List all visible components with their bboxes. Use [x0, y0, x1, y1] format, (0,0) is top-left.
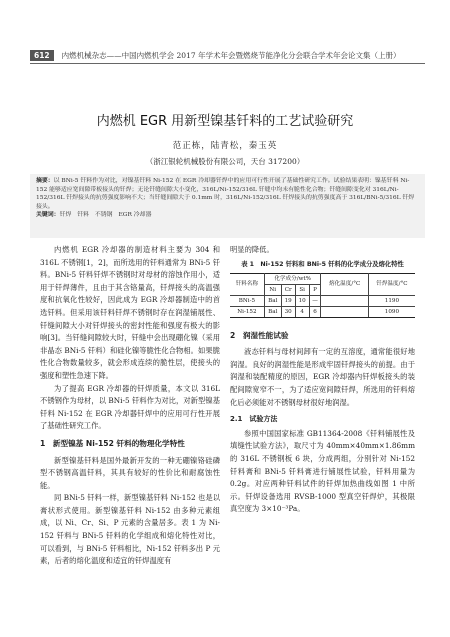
- right-column: [230, 244, 415, 516]
- article-affiliation: （浙江银轮机械股份有限公司，天台 317200）: [145, 157, 305, 166]
- table-row: [230, 295, 415, 306]
- left-column: [40, 244, 220, 568]
- table-cell: 1190: [368, 295, 415, 306]
- table-cell: 10: [295, 295, 309, 306]
- abstract: [36, 177, 419, 211]
- table-cell: —: [309, 295, 321, 306]
- table-cell: [321, 306, 368, 317]
- table-header: Si: [295, 284, 309, 295]
- header-rule: [30, 63, 425, 64]
- table-cell: BNi-5: [230, 295, 264, 306]
- table-header: 钎焊温度/°C: [368, 273, 415, 295]
- keywords-text: 钎焊 钎料 不锈钢 EGR 冷却器: [59, 212, 152, 219]
- section-heading: 2 润湿性能试验: [230, 330, 289, 340]
- paragraph: 内燃机 EGR 冷却器的制造材料主要为 304 和 316L 不锈钢[1，2]，而所选用的钎料通常为 BNi-5 钎料。BNi-5 钎料钎焊不锈钢时对母材的溶蚀作用小，适用于钎焊薄件，且由于其含铬量高，钎焊接头的高温强度和抗氧化性较好，因此成为 EGR 冷却器制造中的首选钎料。但采用该钎料钎焊不锈钢时存在润湿铺展性、钎缝间隙大小对钎焊接头的密封性能和强度有极大的影响[3]。当钎缝间隙较大时，钎缝中会出现硼化镍（采用非晶态 BNi-5 钎料）和硅化镍等脆性化合物相。如果脆性化合物数量较多，就会形成连续的脆性层，使接头的强度和塑性急速下降。: [40, 245, 220, 380]
- running-header: [30, 48, 425, 62]
- table-row: [230, 306, 415, 317]
- abstract-label: 摘要：: [36, 177, 54, 184]
- page-number: 612: [30, 50, 54, 61]
- subsection-heading: 2.1 试验方法: [230, 415, 278, 424]
- paragraph: 为了提高 EGR 冷却器的钎焊质量，本文以 316L 不锈钢作为母材，以 BNi-5 钎料作为对比，对新型镍基钎料 Ni-152 在 EGR 冷却器钎焊中的应用可行性开展了基础性研究工作。: [40, 383, 220, 431]
- table-header: P: [309, 284, 321, 295]
- table-cell: Ni-152: [230, 306, 264, 317]
- running-title: 内燃机械杂志——中国内燃机学会 2017 年学术年会暨燃烧节能净化分会联合学术年会论文集（上册）: [61, 50, 401, 60]
- table-cell: Bal: [264, 306, 281, 317]
- table-cell: Bal: [264, 295, 281, 306]
- paragraph: 液态钎料与母材间卸有一定的互溶度，通常能很好地润湿。良好的润湿性能是形成牢固钎焊接头的前提。由于润湿和装配精度的原因，EGR 冷却器内钎焊板接头的装配间隙宽窄不一，为了适应宽间隙钎焊，所选用的钎料熔化后必须能对不锈钢母材很好地润湿。: [230, 347, 415, 407]
- table-cell: 30: [281, 306, 295, 317]
- article-authors: 范正栋，陆青松，秦玉英: [172, 141, 278, 151]
- table-header: Ni: [264, 284, 281, 295]
- keywords-label: 关键词：: [36, 211, 60, 219]
- table-cell: 4: [295, 306, 309, 317]
- abstract-box: [30, 174, 425, 238]
- composition-table: [230, 273, 415, 318]
- table-cell: 6: [309, 306, 321, 317]
- paragraph: 新型镍基钎料是国外最新开发的一种无硼镍铬硅磷型不锈钢高温钎料，其具有较好的性价比和耐腐蚀性能。: [40, 455, 220, 490]
- paragraph: 明显的降低。: [230, 245, 274, 254]
- table-cell: 19: [281, 295, 295, 306]
- table-caption: 表 1 Ni-152 钎料和 BNi-5 钎料的化学成分及熔化特性: [241, 260, 404, 268]
- section-heading: 1 新型镍基 Ni-152 钎料的物理化学特性: [40, 438, 185, 448]
- abstract-text: 以 BNi-5 钎料作为对比，对镍基钎料 Ni-152 在 EGR 冷却器钎焊中的应用可行性开展了基础性研究工作。试验结果表明：镍基钎料 Ni-152 能够适应宽间隙带板接头的钎焊；无论钎缝间隙大小变化，316L/Ni-152/316L 钎缝中均未有脆性化合物；钎缝间隙变化对 316L/Ni-152/316L 钎焊接头的抗剪强度影响不大；当钎缝间隙大于 0.1mm 时，316L/Ni-152/316L 钎焊接头的抗剪强度高于 316L/BNi-5/316L 钎焊接头。: [36, 178, 415, 210]
- paragraph: 参照中国国家标准 GB11364-2008《钎料铺展性及填缝性试验方法》，取尺寸为 40mm×40mm×1.86mm 的 316L 不锈钢板 6 块，分成两组，分别针对 Ni-152 钎料膏和 BNi-5 钎料膏进行铺展性试验，钎料用量为 0.2g。对应两种钎料试件的钎焊加热曲线如图 1 中所示。钎焊设备选用 RVSB-1000 型真空钎焊炉，其极限真空度为 3×10⁻³Pa。: [230, 428, 415, 514]
- keywords: [36, 211, 419, 220]
- table-header: 熔化温度/°C: [321, 273, 368, 295]
- article-title: 内燃机 EGR 用新型镍基钎料的工艺试验研究: [96, 114, 354, 129]
- table-header: Cr: [281, 284, 295, 295]
- table-cell: [321, 295, 368, 306]
- table-header: 钎料名称: [230, 273, 264, 295]
- paragraph: 同 BNi-5 钎料一样，新型镍基钎料 Ni-152 也是以膏状形式使用。新型镍基钎料 Ni-152 由多种元素组成，以 Ni、Cr、Si、P 元素的含量居多。表 1 为 Ni-152 钎料与 BNi-5 钎料的化学组成和熔化特性对比，可以看到，与 BNi-5 钎料相比，Ni-152 钎料多出 P 元素，后者的熔化温度和适宜的钎焊温度有: [40, 493, 220, 566]
- table-header: 化学成分/wt%: [264, 273, 321, 284]
- table-cell: 1090: [368, 306, 415, 317]
